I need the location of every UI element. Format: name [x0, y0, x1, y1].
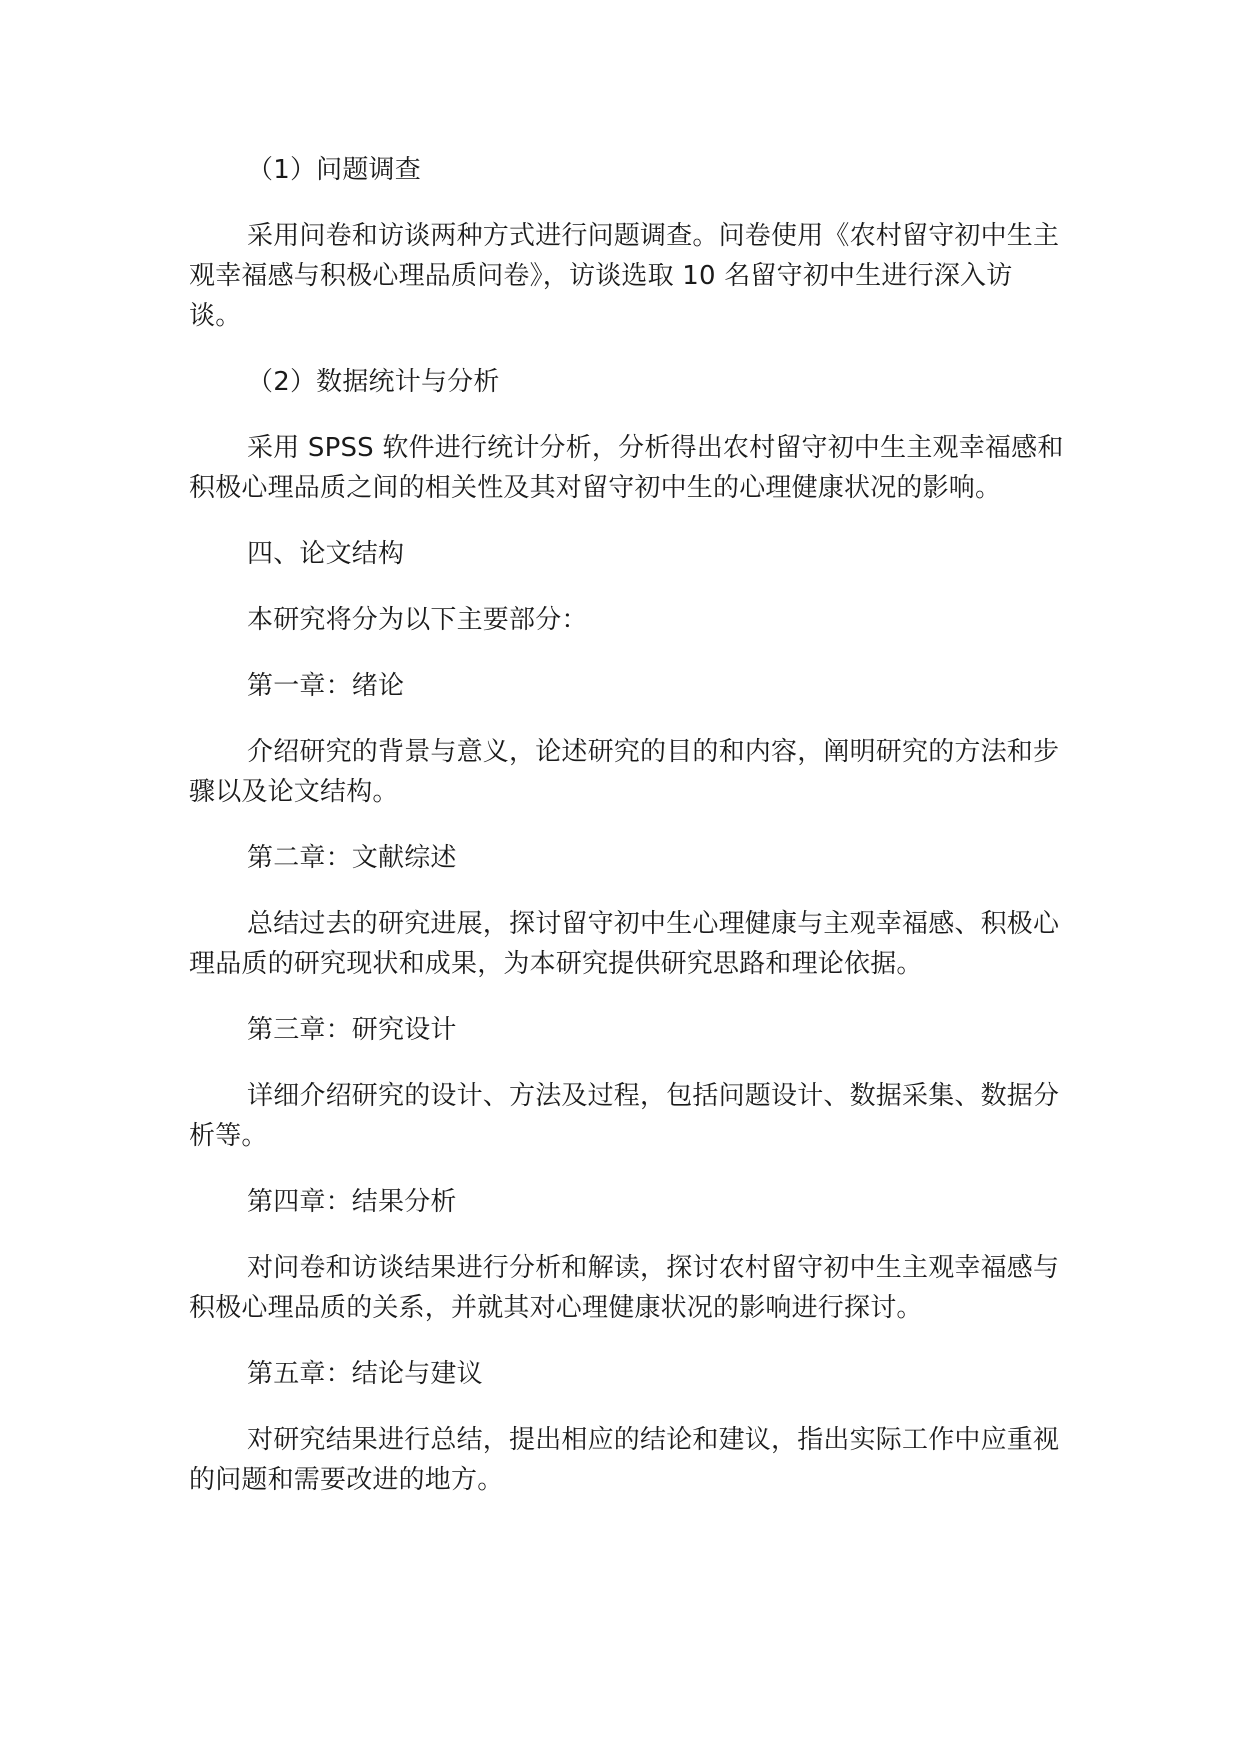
chapter-2-title: 第二章：文献综述 — [247, 843, 457, 873]
document-body — [189, 150, 1064, 1526]
chapter-4-description: 对问卷和访谈结果进行分析和解读，探讨农村留守初中生主观幸福感与积极心理品质的关系，并就其对心理健康状况的影响进行探讨。 — [189, 1253, 1060, 1323]
chapter-4-title: 第四章：结果分析 — [247, 1187, 457, 1217]
heading-data-analysis: （2）数据统计与分析 — [247, 367, 500, 397]
paragraph-spss-analysis: 采用 SPSS 软件进行统计分析，分析得出农村留守初中生主观幸福感和积极心理品质之间的相关性及其对留守初中生的心理健康状况的影响。 — [189, 433, 1064, 503]
chapter-3-title: 第三章：研究设计 — [247, 1015, 457, 1045]
chapter-1-description: 介绍研究的背景与意义，论述研究的目的和内容，阐明研究的方法和步骤以及论文结构。 — [189, 737, 1060, 807]
paragraph-survey-method: 采用问卷和访谈两种方式进行问题调查。问卷使用《农村留守初中生主观幸福感与积极心理品质问卷》，访谈选取 10 名留守初中生进行深入访谈。 — [189, 221, 1060, 331]
paragraph-structure-intro: 本研究将分为以下主要部分： — [247, 605, 588, 635]
chapter-5-description: 对研究结果进行总结，提出相应的结论和建议，指出实际工作中应重视的问题和需要改进的地方。 — [189, 1425, 1060, 1495]
chapter-3-description: 详细介绍研究的设计、方法及过程，包括问题设计、数据采集、数据分析等。 — [189, 1081, 1060, 1151]
heading-problem-survey: （1）问题调查 — [247, 155, 421, 185]
chapter-2-description: 总结过去的研究进展，探讨留守初中生心理健康与主观幸福感、积极心理品质的研究现状和成果，为本研究提供研究思路和理论依据。 — [189, 909, 1060, 979]
heading-thesis-structure: 四、论文结构 — [247, 539, 405, 569]
chapter-1-title: 第一章：绪论 — [247, 671, 405, 701]
chapter-5-title: 第五章：结论与建议 — [247, 1359, 483, 1389]
